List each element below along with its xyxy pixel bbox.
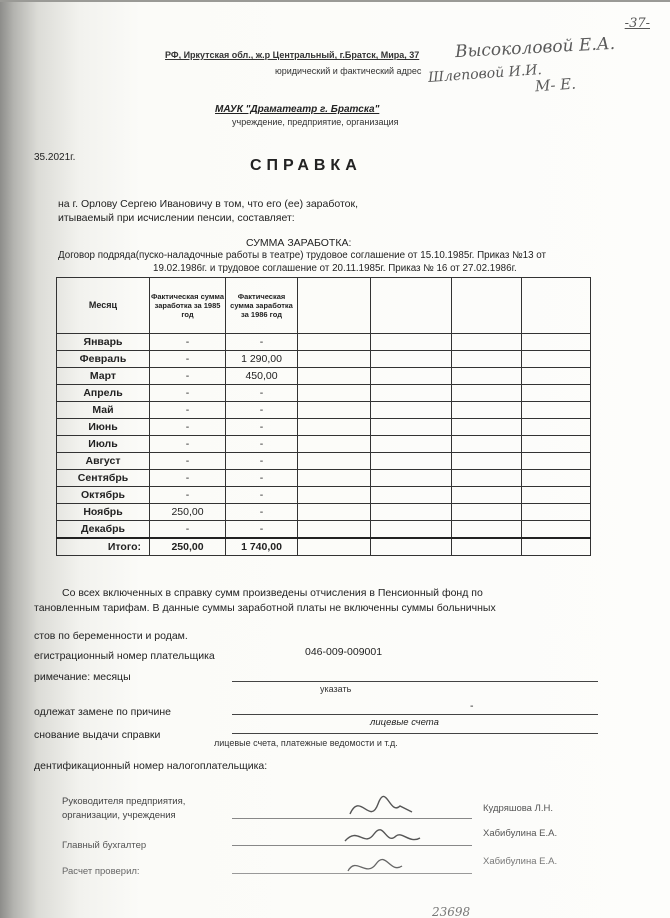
replace-value: - — [470, 700, 474, 712]
header-empty — [452, 278, 522, 334]
table-cell — [371, 453, 452, 470]
footer-stamp-number: 23698 — [432, 905, 471, 918]
handwritten-addressee: Высоколовой Е.А. — [454, 33, 616, 63]
month-cell: Июль — [57, 436, 150, 453]
table-cell — [522, 436, 591, 453]
month-cell: Сентябрь — [57, 470, 150, 487]
table-cell — [522, 453, 591, 470]
table-cell — [452, 419, 522, 436]
value-1986-cell: - — [226, 487, 298, 504]
table-cell — [298, 487, 371, 504]
table-cell — [522, 368, 591, 385]
header-1985: Фактическая сумма заработка за 1985 год — [150, 278, 226, 334]
calc-label: Расчет проверил: — [62, 866, 140, 877]
month-cell: Май — [57, 402, 150, 419]
header-empty — [298, 278, 371, 334]
table-row — [57, 419, 591, 436]
table-cell — [298, 368, 371, 385]
value-1985-cell: - — [150, 368, 226, 385]
document-date: 35.2021г. — [34, 152, 76, 163]
value-1986-cell: - — [226, 470, 298, 487]
page-number: -37- — [624, 16, 650, 31]
note-line-3: стов по беременности и родам. — [34, 630, 188, 642]
table-row — [57, 487, 591, 504]
total-label: Итого: — [57, 538, 150, 556]
table-cell — [298, 334, 371, 351]
inn-label: дентификационный номер налогоплательщика: — [34, 760, 268, 772]
handwritten-mark: М- Е. — [534, 74, 577, 96]
value-1985-cell: - — [150, 351, 226, 368]
table-cell — [522, 521, 591, 539]
value-1985-cell: - — [150, 470, 226, 487]
note-months-caption: указать — [320, 684, 352, 694]
table-cell — [452, 538, 522, 556]
document-title: СПРАВКА — [250, 157, 362, 174]
value-1986-cell: 450,00 — [226, 368, 298, 385]
value-1986-cell: - — [226, 504, 298, 521]
basis-label: снование выдачи справки — [34, 729, 161, 741]
table-cell — [522, 385, 591, 402]
table-cell — [371, 487, 452, 504]
value-1985-cell: - — [150, 453, 226, 470]
month-cell: Март — [57, 368, 150, 385]
table-cell — [371, 368, 452, 385]
table-row — [57, 436, 591, 453]
table-cell — [452, 487, 522, 504]
table-cell — [522, 504, 591, 521]
sum-heading: СУММА ЗАРАБОТКА: — [246, 237, 352, 249]
table-row — [57, 470, 591, 487]
handwritten-signatures — [330, 786, 450, 886]
table-cell — [371, 385, 452, 402]
total-1985: 250,00 — [150, 538, 226, 556]
month-cell: Февраль — [57, 351, 150, 368]
table-cell — [371, 419, 452, 436]
value-1985-cell: - — [150, 334, 226, 351]
org-caption: учреждение, предприятие, организация — [232, 117, 399, 127]
table-row — [57, 521, 591, 539]
table-cell — [371, 436, 452, 453]
table-cell — [298, 402, 371, 419]
top-border — [0, 0, 670, 2]
header-month: Месяц — [57, 278, 150, 334]
value-1986-cell: - — [226, 419, 298, 436]
reg-number-label: егистрационный номер плательщика — [34, 650, 215, 662]
value-1985-cell: - — [150, 487, 226, 504]
value-1985-cell: - — [150, 419, 226, 436]
table-cell — [522, 538, 591, 556]
month-cell: Ноябрь — [57, 504, 150, 521]
table-cell — [298, 385, 371, 402]
table-cell — [298, 521, 371, 539]
table-cell — [522, 334, 591, 351]
reg-number-value: 046-009-009001 — [305, 646, 383, 658]
table-cell — [452, 521, 522, 539]
table-cell — [452, 351, 522, 368]
head-label-1: Руководителя предприятия, — [62, 796, 186, 807]
value-1985-cell: 250,00 — [150, 504, 226, 521]
month-cell: Июнь — [57, 419, 150, 436]
value-1986-cell: - — [226, 521, 298, 539]
month-cell: Август — [57, 453, 150, 470]
table-cell — [298, 504, 371, 521]
table-cell — [371, 521, 452, 539]
month-cell: Апрель — [57, 385, 150, 402]
table-cell — [522, 419, 591, 436]
address-caption: юридический и фактический адрес — [275, 66, 422, 76]
note-months-line — [232, 681, 598, 682]
table-cell — [452, 436, 522, 453]
contract-line-1: Договор подряда(пуско-наладочные работы в театре) трудовое соглашение от 15.10.1985г. Приказ №13 от — [58, 250, 546, 261]
table-cell — [522, 470, 591, 487]
table-cell — [452, 504, 522, 521]
table-cell — [371, 351, 452, 368]
basis-line — [232, 733, 598, 734]
value-1986-cell: - — [226, 402, 298, 419]
note-line-2: тановленным тарифам. В данные суммы заработной платы не включенны суммы больничных — [34, 602, 496, 614]
replace-label: одлежат замене по причине — [34, 706, 172, 718]
org-name: МАУК "Драматеатр г. Братска" — [215, 104, 380, 115]
table-cell — [522, 402, 591, 419]
value-1985-cell: - — [150, 402, 226, 419]
table-row — [57, 453, 591, 470]
note-months-label: римечание: месяцы — [34, 671, 131, 683]
org-address: РФ, Иркутская обл., ж.р Центральный, г.Братск, Мира, 37 — [165, 50, 420, 60]
value-1985-cell: - — [150, 521, 226, 539]
table-cell — [371, 402, 452, 419]
table-row — [57, 368, 591, 385]
table-cell — [298, 470, 371, 487]
intro-line-1: на г. Орлову Сергею Ивановичу в том, что его (ее) заработок, — [58, 198, 359, 210]
head-name: Кудряшова Л.Н. — [483, 803, 553, 814]
table-cell — [298, 453, 371, 470]
header-empty — [371, 278, 452, 334]
accountant-name: Хабибулина Е.А. — [483, 828, 558, 839]
table-cell — [452, 402, 522, 419]
intro-line-2: итываемый при исчислении пенсии, составляет: — [58, 212, 295, 224]
table-cell — [452, 385, 522, 402]
table-cell — [522, 351, 591, 368]
handwritten-note: Шлеповой И.И. — [427, 62, 543, 86]
table-row — [57, 385, 591, 402]
total-row — [57, 538, 591, 556]
table-cell — [371, 470, 452, 487]
table-cell — [371, 334, 452, 351]
month-cell: Декабрь — [57, 521, 150, 539]
contract-line-2: 19.02.1986г. и трудовое соглашение от 20.11.1985г. Приказ № 16 от 27.02.1986г. — [153, 263, 517, 274]
table-cell — [298, 351, 371, 368]
table-cell — [371, 504, 452, 521]
table-row — [57, 402, 591, 419]
table-row — [57, 504, 591, 521]
table-cell — [371, 538, 452, 556]
value-1986-cell: 1 290,00 — [226, 351, 298, 368]
basis-value: лицевые счета — [370, 717, 439, 728]
table-cell — [452, 453, 522, 470]
header-1986: Фактическая сумма заработка за 1986 год — [226, 278, 298, 334]
table-row — [57, 351, 591, 368]
table-header-row — [57, 278, 591, 334]
table-row — [57, 334, 591, 351]
value-1985-cell: - — [150, 436, 226, 453]
header-empty — [522, 278, 591, 334]
value-1986-cell: - — [226, 436, 298, 453]
table-cell — [522, 487, 591, 504]
value-1985-cell: - — [150, 385, 226, 402]
month-cell: Январь — [57, 334, 150, 351]
total-1986: 1 740,00 — [226, 538, 298, 556]
calc-name: Хабибулина Е.А. — [483, 856, 558, 867]
table-cell — [452, 368, 522, 385]
value-1986-cell: - — [226, 385, 298, 402]
note-line-1: Со всех включенных в справку сумм произведены отчисления в Пенсионный фонд по — [62, 587, 483, 599]
value-1986-cell: - — [226, 453, 298, 470]
value-1986-cell: - — [226, 334, 298, 351]
head-label-2: организации, учреждения — [62, 810, 176, 821]
table-cell — [298, 538, 371, 556]
accountant-label: Главный бухгалтер — [62, 840, 147, 851]
table-cell — [452, 334, 522, 351]
basis-caption: лицевые счета, платежные ведомости и т.д. — [214, 738, 398, 748]
month-cell: Октябрь — [57, 487, 150, 504]
salary-table — [56, 277, 591, 556]
table-cell — [452, 470, 522, 487]
table-cell — [298, 436, 371, 453]
replace-line — [232, 714, 598, 715]
table-cell — [298, 419, 371, 436]
